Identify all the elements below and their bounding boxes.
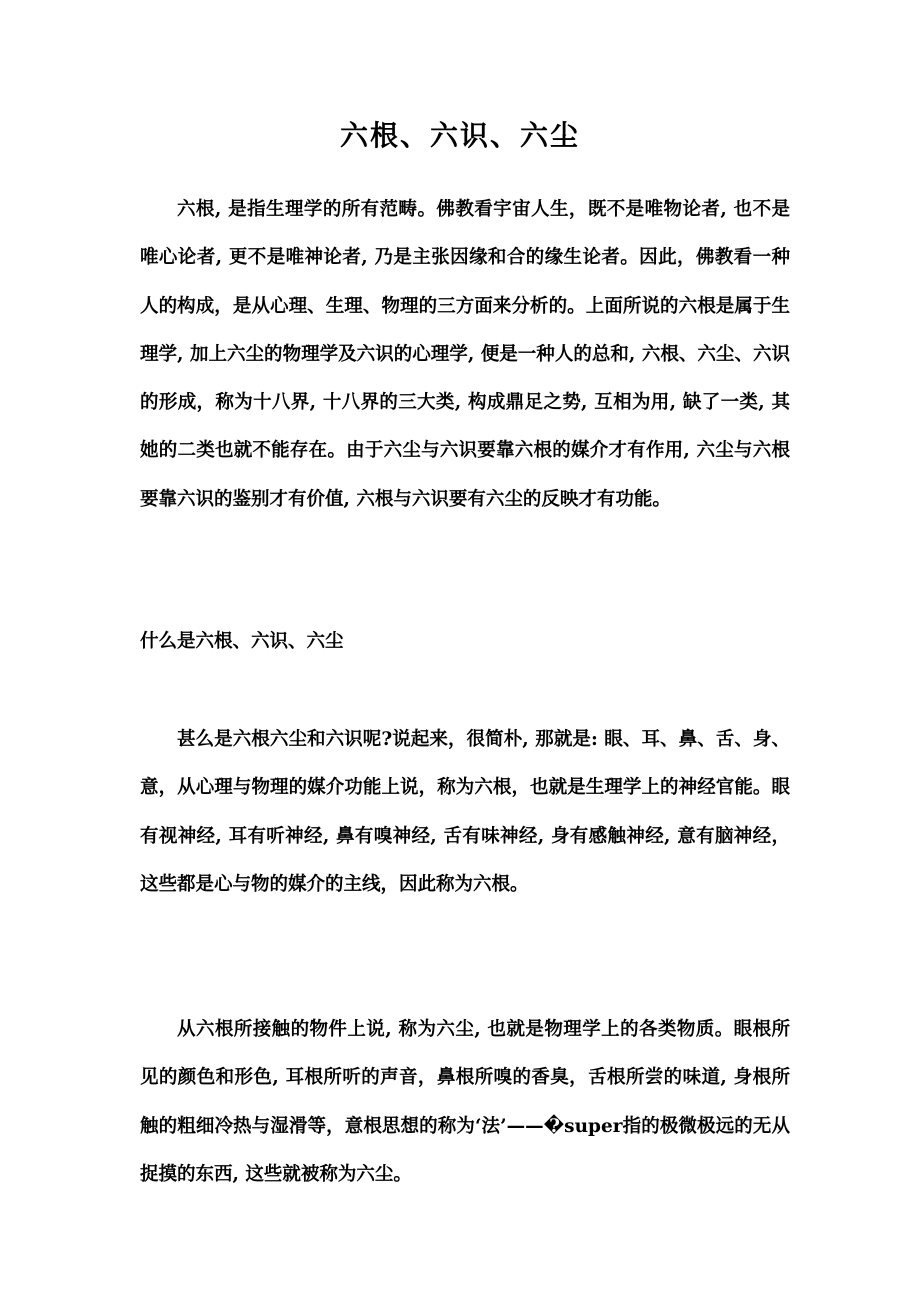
section-subheading: 什么是六根、六识、六尘 <box>140 631 344 652</box>
paragraph-what-are-six-roots: 甚么是六根六尘和六识呢?说起来，很简朴, 那就是: 眼、耳、鼻、舌、身、意，从心理与物理的媒介功能上说，称为六根，也就是生理学上的神经官能。眼有视神经, 耳有听神经, 鼻有嗅神经, 舌有味神经, 身有感触神经, 意有脑神经，这些都是心与物的媒介的主线，因此称为六根。 <box>140 729 790 895</box>
paragraph-six-dusts: 从六根所接触的物件上说, 称为六尘, 也就是物理学上的各类物质。眼根所见的颜色和形色, 耳根所听的声音，鼻根所嗅的香臭，舌根所尝的味道, 身根所触的粗细冷热与湿滑等，意根思想的称为‘法’——�super指的极微极远的无从捉摸的东西, 这些就被称为六尘。 <box>140 1019 790 1185</box>
page-title: 六根、六识、六尘 <box>339 119 580 152</box>
paragraph-six-roots-intro: 六根, 是指生理学的所有范畴。佛教看宇宙人生，既不是唯物论者, 也不是唯心论者, 更不是唯神论者, 乃是主张因缘和合的缘生论者。因此，佛教看一种人的构成，是从心理、生理、物理的三方面来分析的。上面所说的六根是属于生理学, 加上六尘的物理学及六识的心理学, 便是一种人的总和, 六根、六尘、六识的形成，称为十八界, 十八界的三大类, 构成鼎足之势, 互相为用, 缺了一类, 其她的二类也就不能存在。由于六尘与六识要靠六根的媒介才有作用, 六尘与六根要靠六识的鉴别才有价值, 六根与六识要有六尘的反映才有功能。 <box>140 199 790 510</box>
